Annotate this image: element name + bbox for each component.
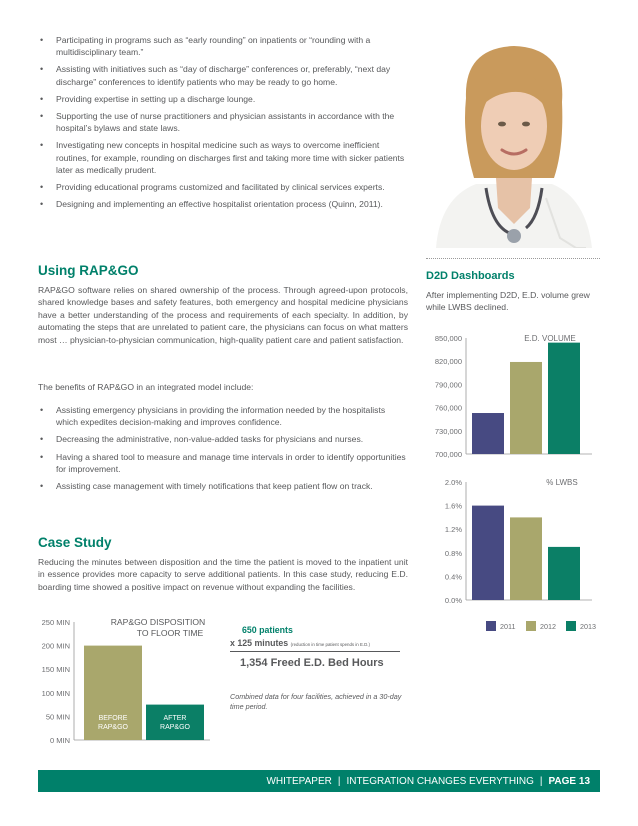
- freed-bed-hours: 1,354 Freed E.D. Bed Hours: [240, 657, 384, 669]
- data-note: Combined data for four facilities, achieved in a 30-day time period.: [230, 692, 402, 711]
- bar-0: [472, 506, 504, 600]
- benefits-list: [38, 404, 408, 497]
- list-item: • Assisting emergency physicians in providing the information needed by the hospitalists which expedites decision-making and improves confidence.: [38, 404, 408, 428]
- bar-1: [510, 517, 542, 600]
- list-item: • Designing and implementing an effective hospitalist orientation process (Quinn, 2011).: [38, 198, 408, 210]
- footer-title: INTEGRATION CHANGES EVERYTHING: [346, 775, 534, 787]
- y-tick-label: 1.6%: [444, 501, 462, 511]
- chart-title: [111, 617, 206, 638]
- d2d-paragraph: After implementing D2D, E.D. volume grew while LWBS declined.: [426, 290, 590, 313]
- list-item: • Decreasing the administrative, non-value-added tasks for physicians and nurses.: [38, 433, 408, 445]
- bar-label-line: BEFORE: [98, 715, 128, 722]
- bar-label-line: RAP&GO: [98, 724, 128, 731]
- y-tick-label: 790,000: [434, 380, 462, 390]
- legend-label: 2011: [500, 622, 516, 631]
- y-tick-label: 820,000: [434, 357, 462, 367]
- disposition-chart: [34, 614, 214, 748]
- footer-separator: |: [337, 775, 341, 787]
- chart-title: % LWBS: [546, 478, 578, 487]
- y-tick-label: 100 MIN: [41, 688, 70, 698]
- benefits-intro: The benefits of RAP&GO in an integrated model include:: [38, 382, 254, 392]
- list-item: • Having a shared tool to measure and manage time intervals in order to identify opportunities for improvement.: [38, 451, 408, 475]
- divider: [426, 258, 600, 259]
- case-study-paragraph: Reducing the minutes between disposition and the time the patient is moved to the inpatient unit in essence provides more capacity to serve additional patients. In this case study, reducing E.D. boarding time showed a positive impact on revenue without expanding the facilities.: [38, 557, 408, 592]
- doctor-illustration: [426, 38, 600, 248]
- y-tick-label: 250 MIN: [41, 618, 70, 627]
- bar-0: [472, 413, 504, 454]
- list-item: • Assisting case management with timely notifications that keep patient flow on track.: [38, 480, 408, 492]
- bar-label-line: AFTER: [163, 715, 187, 722]
- bar-2: [548, 343, 580, 454]
- y-tick-label: 0.8%: [444, 548, 462, 558]
- y-tick-label: 700,000: [434, 450, 462, 459]
- doctor-photo: [426, 38, 600, 248]
- list-item: • Providing educational programs customized and facilitated by clinical services experts.: [38, 181, 408, 193]
- y-tick-label: 200 MIN: [41, 641, 70, 651]
- bar-1: [146, 705, 204, 740]
- patients-count: 650 patients: [242, 625, 293, 635]
- multiplier-note: (reduction in time patient spends in E.D.): [290, 642, 370, 647]
- section-heading-using: Using RAP&GO: [38, 263, 139, 278]
- chart-title: E.D. VOLUME: [524, 334, 576, 343]
- legend-label: 2013: [580, 622, 596, 631]
- legend-swatch: [526, 621, 536, 631]
- bar-1: [510, 362, 542, 454]
- list-item: • Providing expertise in setting up a discharge lounge.: [38, 93, 408, 105]
- legend-swatch: [486, 621, 496, 631]
- y-tick-label: 1.2%: [444, 525, 462, 535]
- page-footer: [38, 770, 600, 792]
- y-tick-label: 2.0%: [444, 478, 462, 487]
- minutes-multiplier: [230, 638, 370, 648]
- list-item: • Investigating new concepts in hospital medicine such as ways to overcome inefficient routines, for example, rounding on discharges first and taking more time with sicker patients later as medically prudent.: [38, 139, 408, 176]
- chart-legend: [422, 618, 612, 634]
- legend-swatch: [566, 621, 576, 631]
- list-item: • Participating in programs such as “early rounding” on inpatients or “rounding with a multidisciplinary team.”: [38, 34, 408, 58]
- divider: [230, 651, 400, 652]
- y-tick-label: 150 MIN: [41, 665, 70, 675]
- intro-bullet-list: [38, 34, 408, 215]
- page-number: PAGE 13: [548, 775, 590, 787]
- y-tick-label: 0.4%: [444, 572, 462, 582]
- y-tick-label: 850,000: [434, 334, 462, 343]
- footer-separator: |: [539, 775, 543, 787]
- y-tick-label: 0 MIN: [49, 736, 70, 745]
- chart-title-line: TO FLOOR TIME: [136, 628, 204, 638]
- y-tick-label: 730,000: [434, 426, 462, 436]
- using-paragraph: RAP&GO software relies on shared ownership of the process. Through agreed-upon protocols, shared knowledge bases and safety features, both emergency and hospital medicine physicians have a better understanding of the process and requirements of each specialty. In addition, by automating the steps that are unrelated to patient care, the physicians can focus on what matters most … physician-to-physician communication, high-quality patient care and patient satisfaction.: [38, 285, 408, 345]
- lwbs-chart: [422, 474, 612, 614]
- chart-title-line: RAP&GO DISPOSITION: [110, 617, 206, 627]
- y-tick-label: 0.0%: [444, 596, 462, 605]
- list-item: • Assisting with initiatives such as “day of discharge” conferences or, preferably, “next day discharge” conferences to identify patients who may be ready to go home.: [38, 63, 408, 87]
- bar-2: [548, 547, 580, 600]
- section-heading-d2d: D2D Dashboards: [426, 270, 515, 282]
- multiplier-value: x 125 minutes: [230, 638, 289, 648]
- ed-volume-chart: [422, 328, 612, 460]
- y-tick-label: 50 MIN: [45, 712, 70, 722]
- bar-label-line: RAP&GO: [160, 724, 190, 731]
- footer-label: WHITEPAPER: [266, 775, 332, 787]
- legend-label: 2012: [540, 622, 556, 631]
- y-tick-label: 760,000: [434, 403, 462, 413]
- section-heading-case-study: Case Study: [38, 535, 112, 550]
- list-item: • Supporting the use of nurse practitioners and physician assistants in accordance with the hospital’s bylaws and state laws.: [38, 110, 408, 134]
